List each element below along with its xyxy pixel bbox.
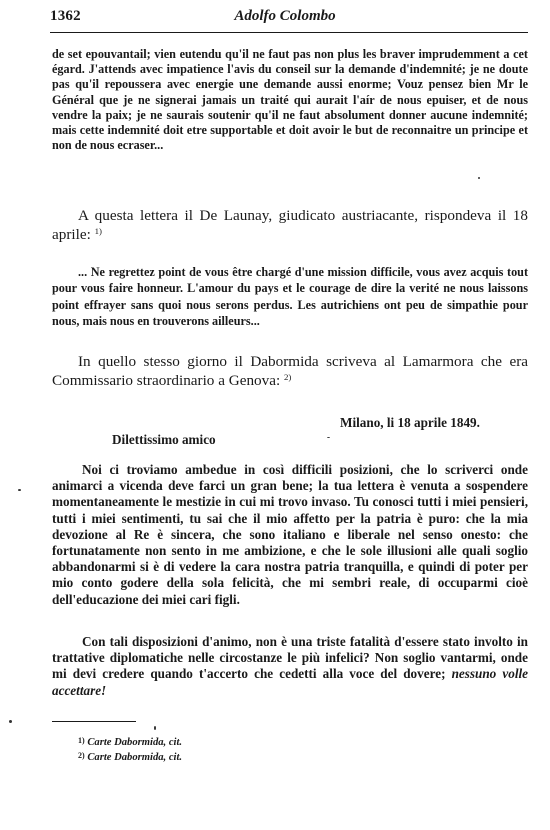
letter-paragraph-2 bbox=[52, 634, 528, 699]
quoted-letter-paragraph: de set epouvantail; vien eutendu qu'il ne faut pas non plus les braver imprudemment a cet égard. J'attends avec impatience l'avis du conseil sur la demande d'indemnité; je ne doute pas qu'il repoussera avec energie une demande aussi enorme; Vouz pensez bien Mr le Général que je ne signerai jamais un traité qui aurait l'aír de nous epuiser, et de nous vendre la paix; je ne saurais soutenir qu'il ne faut absolument donner aucune indemnité; mais cette indemnité doit etre supportable et doit avoir le but de reconnaitre un principe et non de nous ecraser... bbox=[52, 47, 528, 153]
page-header bbox=[50, 8, 520, 30]
narrative-paragraph-1 bbox=[52, 207, 528, 244]
footnote-mark: 1) bbox=[78, 736, 85, 745]
footnote-1 bbox=[78, 734, 182, 749]
quoted-reply-paragraph: ... Ne regrettez point de vous être chargé d'une mission difficile, vous avez acquis tout pour vous faire honneur. L'amour du pays et le courage de dire la verité ne nous laissons point effrayer sans quoi nous serons perdus. Les autrichiens ont peu de simpathie pour nous, mais nous en trouverons ailleurs... bbox=[52, 265, 528, 329]
footnote-2 bbox=[78, 749, 182, 764]
footnotes bbox=[78, 734, 182, 764]
letter-date: Milano, li 18 aprile 1849. bbox=[340, 415, 480, 430]
scan-speck bbox=[154, 726, 156, 730]
letter-paragraph-1: Noi ci troviamo ambedue in così difficili posizioni, che lo scriverci onde animarci a vicenda deve farci un gran bene; la tua lettera è venuta a sospendere momentaneamente le mestizie in cui mi trovo invaso. Tu conosci tutti i miei pensieri, tutti i miei sentimenti, tu sai che il mio affetto per la patria è puro: che la mia devozione al Re è sincera, che sono italiano e liberale nel senso onesto: che fortunatamente non sento in me ambizione, e che le sole illusioni alle quali soglio abbandonarmi si è di vedere la cara nostra patria tranquilla, e quindi di poter per mio conto godere della sola felicità, che mi sembri reale, di occuparmi cioè dell'educazione dei miei cari figli. bbox=[52, 462, 528, 607]
narrative-text: In quello stesso giorno il Dabormida scriveva al Lamarmora che era Commissario straordinario a Genova: bbox=[52, 353, 528, 389]
narrative-text: A questa lettera il De Launay, giudicato austriacante, rispondeva il 18 aprile: bbox=[52, 207, 528, 243]
running-title: Adolfo Colombo bbox=[234, 8, 336, 24]
scan-speck bbox=[327, 437, 330, 438]
header-rule bbox=[50, 32, 528, 33]
scan-speck bbox=[478, 177, 480, 179]
scan-speck bbox=[9, 720, 12, 723]
footnote-text: Carte Dabormida, cit. bbox=[87, 737, 183, 748]
letter-text: Con tali disposizioni d'animo, non è una triste fatalità d'essere stato involto in trattative diplomatiche nelle circostanze le più infelici? Non soglio vantarmi, onde mi devi credere quando t'accerto che cedetti alla voce del dovere; bbox=[52, 634, 528, 682]
letter-salutation: Dilettissimo amico bbox=[112, 432, 216, 447]
scan-speck bbox=[18, 489, 21, 491]
narrative-paragraph-2 bbox=[52, 353, 528, 390]
footnote-text: Carte Dabormida, cit. bbox=[87, 752, 183, 764]
footnote-ref-2: 2) bbox=[283, 371, 292, 382]
footnote-mark: 2) bbox=[78, 751, 85, 761]
footnote-ref-1: 1) bbox=[94, 225, 102, 236]
italic-phrase: nessuno volle accettare! bbox=[52, 666, 528, 698]
footnote-rule bbox=[52, 721, 136, 722]
page-number: 1362 bbox=[50, 8, 81, 24]
